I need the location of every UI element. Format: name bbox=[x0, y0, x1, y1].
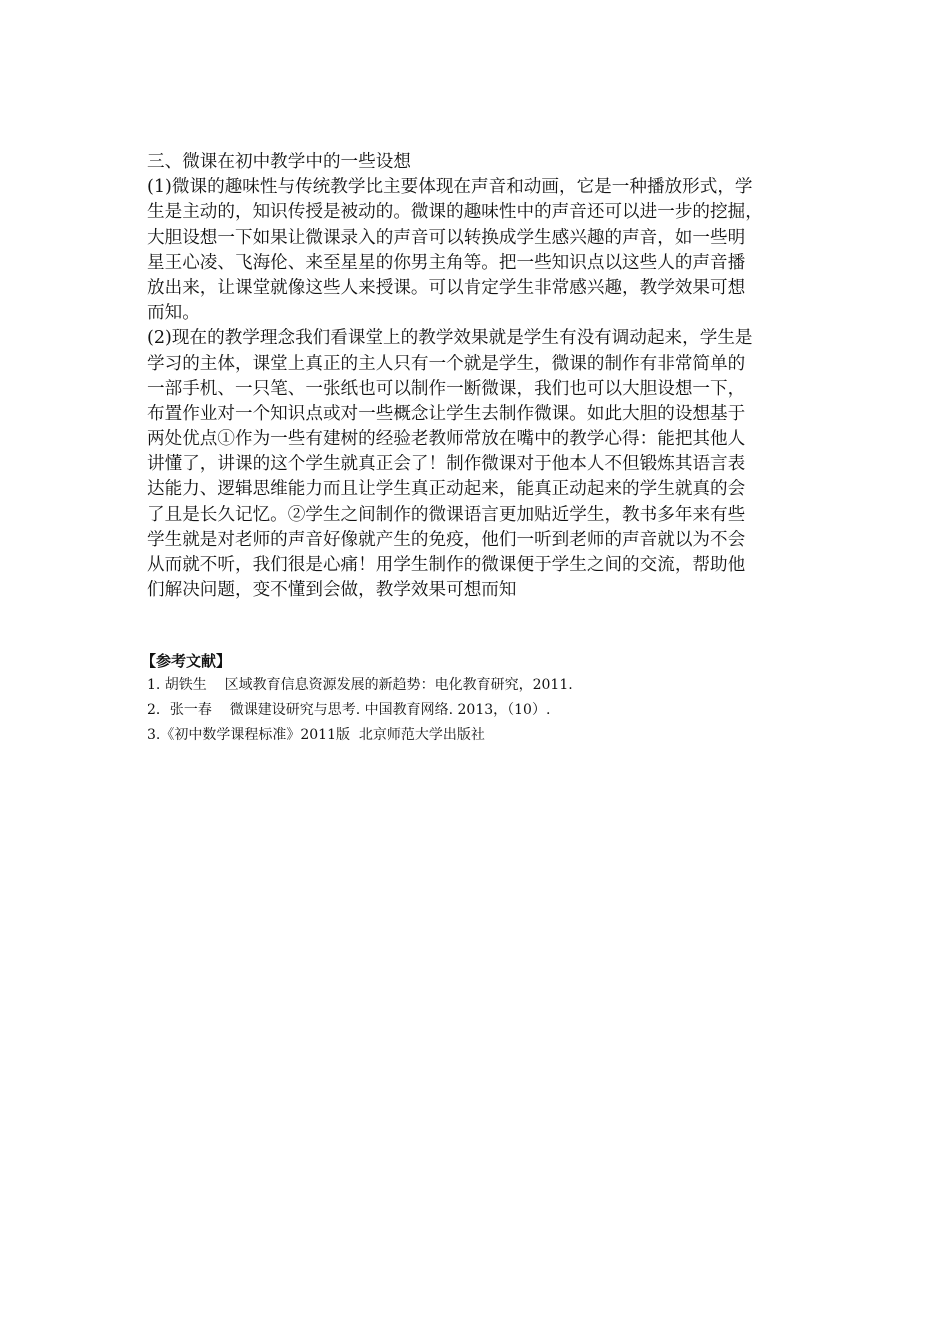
section-heading: 三、微课在初中教学中的一些设想 bbox=[147, 152, 411, 172]
paragraph-line: 放出来，让课堂就像这些人来授课。可以肯定学生非常感兴趣，教学效果可想 bbox=[147, 277, 746, 298]
paragraph-line: (2)现在的教学理念我们看课堂上的教学效果就是学生有没有调动起来，学生是 bbox=[147, 328, 753, 349]
references-section bbox=[141, 649, 807, 748]
references-heading: 【参考文献】 bbox=[141, 652, 232, 670]
reference-item: 3.《初中数学课程标准》2011版 北京师范大学出版社 bbox=[147, 727, 485, 743]
paragraph-line: 从而就不听，我们很是心痛！用学生制作的微课便于学生之间的交流，帮助他 bbox=[147, 555, 746, 575]
section-body bbox=[147, 150, 807, 603]
paragraph-line: 达能力、逻辑思维能力而且让学生真正动起来，能真正动起来的学生就真的会 bbox=[147, 479, 746, 500]
reference-item: 2．张一春 微课建设研究与思考. 中国教育网络. 2013，（10）. bbox=[147, 702, 551, 718]
paragraph-line: 布置作业对一个知识点或对一些概念让学生去制作微课。如此大胆的设想基于 bbox=[147, 403, 746, 424]
paragraph-line: 一部手机、一只笔、一张纸也可以制作一断微课，我们也可以大胆设想一下， bbox=[147, 378, 746, 399]
paragraph-line: (1)微课的趣味性与传统教学比主要体现在声音和动画，它是一种播放形式，学 bbox=[147, 177, 753, 198]
paragraph-line: 们解决问题，变不懂到会做，教学效果可想而知 bbox=[147, 580, 517, 601]
paragraph-line: 学习的主体，课堂上真正的主人只有一个就是学生，微课的制作有非常简单的 bbox=[147, 353, 746, 374]
paragraph-line: 星王心凌、飞海伦、来至星星的你男主角等。把一些知识点以这些人的声音播 bbox=[147, 252, 746, 273]
paragraph-line: 了且是长久记忆。②学生之间制作的微课语言更加贴近学生，教书多年来有些 bbox=[147, 504, 746, 525]
paragraph-line: 两处优点①作为一些有建树的经验老教师常放在嘴中的教学心得：能把其他人 bbox=[147, 429, 746, 450]
paragraph-line: 讲懂了，讲课的这个学生就真正会了！制作微课对于他本人不但锻炼其语言表 bbox=[147, 454, 746, 475]
paragraph-line: 生是主动的，知识传授是被动的。微课的趣味性中的声音还可以进一步的挖掘， bbox=[147, 202, 763, 223]
reference-item: 1. 胡铁生 区域教育信息资源发展的新趋势：电化教育研究，2011. bbox=[147, 677, 573, 693]
paragraph-line: 大胆设想一下如果让微课录入的声音可以转换成学生感兴趣的声音，如一些明 bbox=[147, 227, 746, 248]
paragraph-line: 而知。 bbox=[147, 303, 200, 324]
paragraph-line: 学生就是对老师的声音好像就产生的免疫，他们一听到老师的声音就以为不会 bbox=[147, 529, 746, 550]
